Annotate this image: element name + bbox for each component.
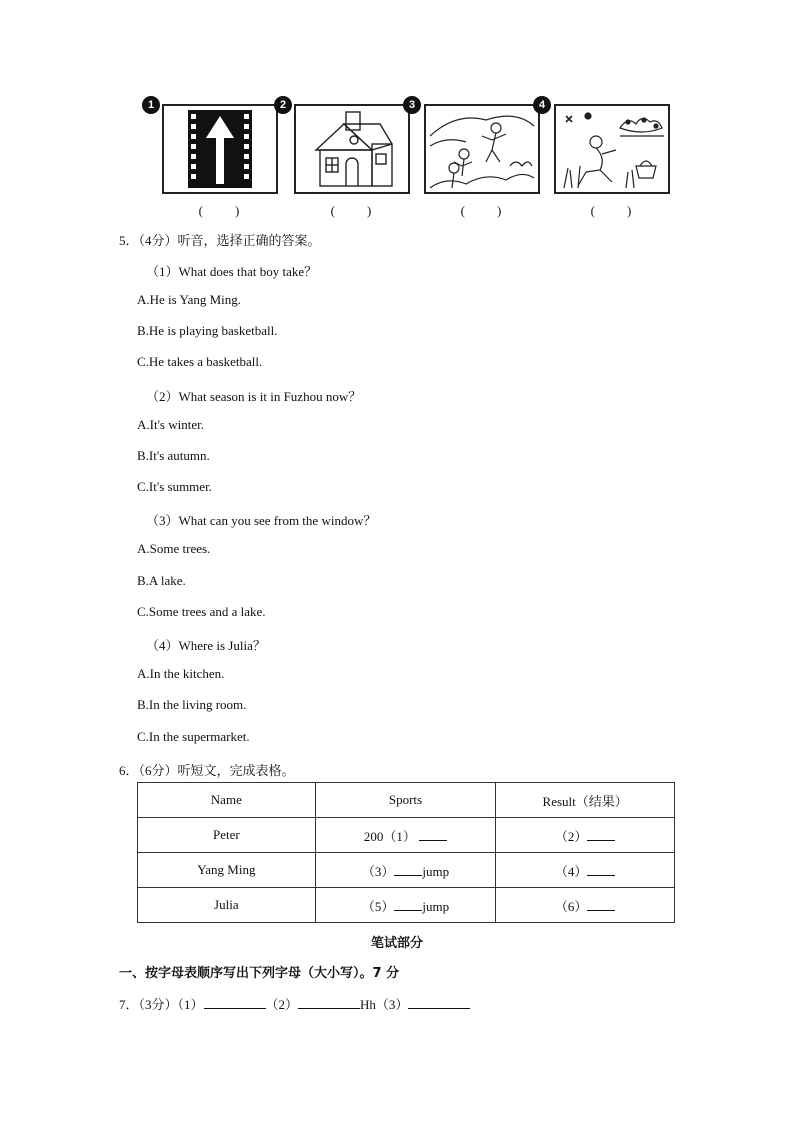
q5-sub3-option-a[interactable]: A.Some trees. [137, 541, 211, 556]
blank-1[interactable] [419, 828, 447, 841]
q5-sub1-question: （1）What does that boy take？ [146, 264, 318, 279]
row-sport: （5） jump [315, 888, 496, 923]
row-result: （4） [496, 853, 675, 888]
q5-sub1-option-b[interactable]: B.He is playing basketball. [137, 323, 278, 338]
house-icon [296, 106, 408, 192]
row-name: Yang Ming [138, 853, 316, 888]
picture-1 [162, 104, 278, 194]
answer-paren-2: ( ) [330, 203, 374, 218]
q7-given: Hh [360, 997, 376, 1012]
row-result: （6） [496, 888, 675, 923]
blank-2[interactable] [587, 828, 615, 841]
table-header-row [138, 783, 675, 818]
q7-mid2: （3） [375, 997, 409, 1012]
picture-3 [424, 104, 540, 194]
q7-blank-2[interactable] [298, 996, 360, 1009]
q5-sub4-option-b[interactable]: B.In the living room. [137, 697, 247, 712]
q7-mid1: （2） [265, 997, 299, 1012]
blank-3[interactable] [394, 863, 422, 876]
q5-sub2-question: （2）What season is it in Fuzhou now？ [146, 389, 362, 404]
q5-sub2-option-c[interactable]: C.It's summer. [137, 479, 212, 494]
table-row [138, 888, 675, 923]
q5-sub4-option-a[interactable]: A.In the kitchen. [137, 666, 225, 681]
blank-4[interactable] [587, 863, 615, 876]
written-section-title: 笔试部分 [370, 936, 423, 951]
q5-sub4-option-c[interactable]: C.In the supermarket. [137, 729, 250, 744]
row-sport: （3） jump [315, 853, 496, 888]
row-result: （2） [496, 818, 675, 853]
picture-number-1: 1 [142, 96, 160, 114]
people-outdoors-icon [426, 106, 538, 192]
q5-sub1-option-a[interactable]: A.He is Yang Ming. [137, 292, 242, 307]
row-sport: 200（1） [315, 818, 496, 853]
answer-paren-3: ( ) [460, 203, 504, 218]
blank-6[interactable] [587, 898, 615, 911]
blank-5[interactable] [394, 898, 422, 911]
header-result: Result（结果） [496, 783, 675, 818]
q5-sub4-question: （4）Where is Julia？ [146, 638, 266, 653]
part1-title: 一、按字母表顺序写出下列字母（大小写）。7 分 [119, 966, 400, 981]
table-row [138, 853, 675, 888]
answer-paren-4: ( ) [590, 203, 634, 218]
picture-2 [294, 104, 410, 194]
table-row [138, 818, 675, 853]
picture-number-3: 3 [403, 96, 421, 114]
results-table [137, 782, 675, 923]
q5-sub1-option-c[interactable]: C.He takes a basketball. [137, 354, 263, 369]
row-name: Julia [138, 888, 316, 923]
header-sports: Sports [315, 783, 496, 818]
answer-paren-1: ( ) [198, 203, 242, 218]
q7-lead: 7．（3分）（1） [119, 997, 204, 1012]
q6-heading: 6．（6分）听短文，完成表格。 [119, 763, 295, 778]
q7-blank-3[interactable] [408, 996, 470, 1009]
picture-4 [554, 104, 670, 194]
q5-sub3-question: （3）What can you see from the window？ [146, 513, 377, 528]
row-name: Peter [138, 818, 316, 853]
q5-sub2-option-a[interactable]: A.It's winter. [137, 417, 204, 432]
picture-number-4: 4 [533, 96, 551, 114]
q7-line [119, 994, 470, 1013]
q7-blank-1[interactable] [204, 996, 266, 1009]
q5-sub3-option-c[interactable]: C.Some trees and a lake. [137, 604, 266, 619]
q5-sub3-option-b[interactable]: B.A lake. [137, 573, 186, 588]
header-name: Name [138, 783, 316, 818]
person-picking-flowers-icon [556, 106, 668, 192]
picture-number-2: 2 [274, 96, 292, 114]
q5-sub2-option-b[interactable]: B.It's autumn. [137, 448, 210, 463]
q5-heading: 5．（4分）听音，选择正确的答案。 [119, 233, 321, 248]
picture-row [138, 96, 668, 216]
up-arrow-sign-icon [164, 106, 276, 192]
